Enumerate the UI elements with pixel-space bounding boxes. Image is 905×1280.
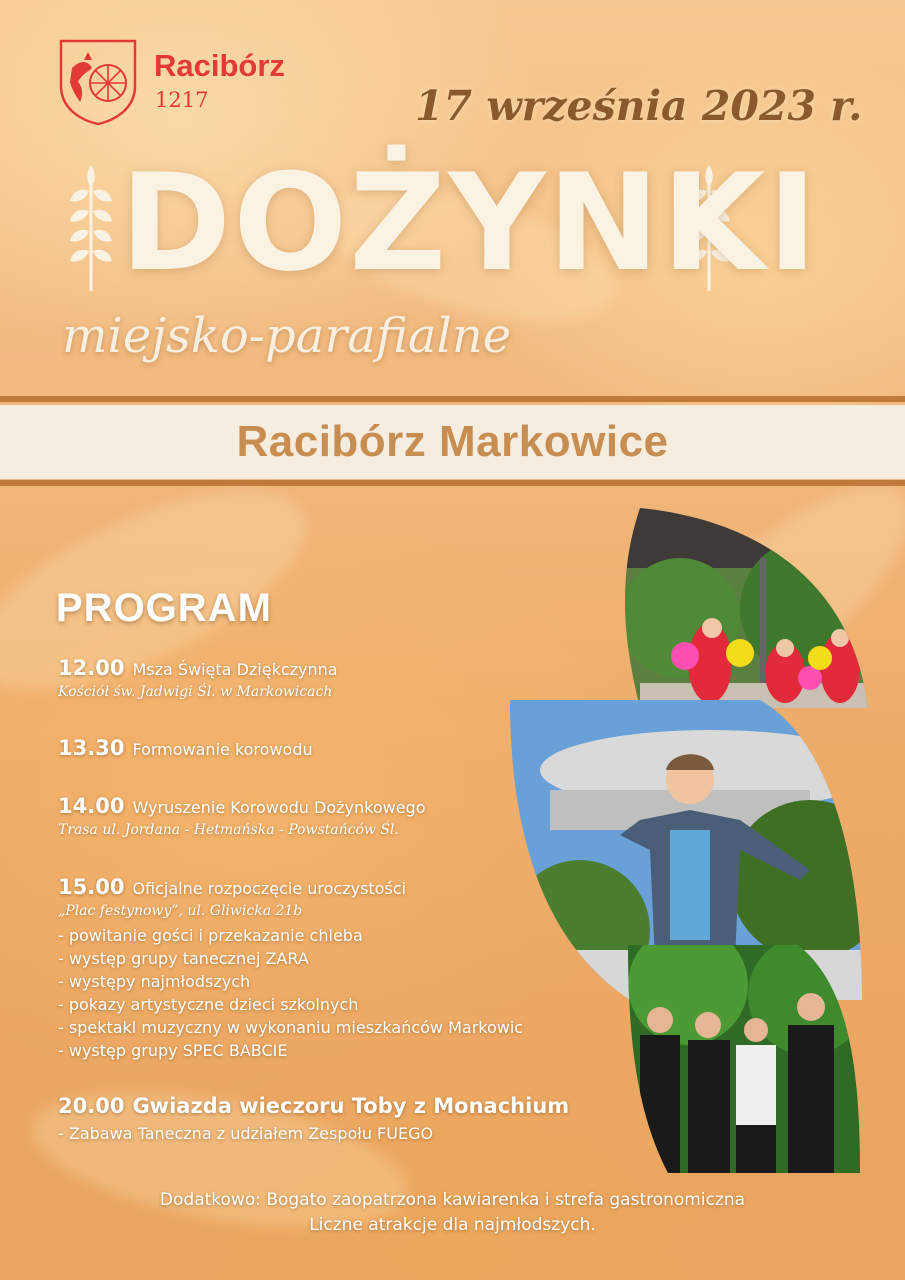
program-event bbox=[58, 736, 313, 760]
program-event bbox=[58, 1094, 569, 1118]
city-coat-of-arms-icon bbox=[58, 38, 138, 126]
event-time: 15.00 bbox=[58, 875, 125, 899]
event-title: Msza Święta Dziękczynna bbox=[132, 660, 338, 679]
poster-title: DOŻYNKI bbox=[120, 145, 820, 301]
event-title: Wyruszenie Korowodu Dożynkowego bbox=[132, 798, 426, 817]
additional-info-line: Liczne atrakcje dla najmłodszych. bbox=[309, 1215, 596, 1235]
event-time: 13.30 bbox=[58, 736, 125, 760]
program-item: - powitanie gości i przekazanie chleba bbox=[58, 926, 363, 945]
band-bottom-line bbox=[0, 480, 905, 486]
event-venue: Kościół św. Jadwigi Śl. w Markowicach bbox=[58, 684, 333, 700]
photo-dancers bbox=[620, 508, 868, 708]
event-date: 17 września 2023 r. bbox=[415, 82, 863, 130]
city-logo-name: Racibórz bbox=[154, 48, 285, 83]
program-item: - pokazy artystyczne dzieci szkolnych bbox=[58, 995, 359, 1014]
event-venue: „Plac festynowy”, ul. Gliwicka 21b bbox=[58, 903, 303, 919]
event-time: 20.00 bbox=[58, 1094, 125, 1118]
additional-info-line: Dodatkowo: Bogato zaopatrzona kawiarenka i strefa gastronomiczna bbox=[159, 1190, 746, 1210]
program-item: - spektakl muzyczny w wykonaniu mieszkańców Markowic bbox=[58, 1018, 524, 1037]
city-logo-year: 1217 bbox=[155, 88, 209, 112]
program-event bbox=[58, 875, 406, 899]
program-item: - występy najmłodszych bbox=[58, 972, 251, 991]
program-item: - występ grupy tanecznej ZARA bbox=[58, 949, 309, 968]
event-location: Racibórz Markowice bbox=[236, 417, 669, 466]
event-title: Gwiazda wieczoru Toby z Monachium bbox=[132, 1094, 570, 1118]
program-item: - Zabawa Taneczna z udziałem Zespołu FUEGO bbox=[58, 1124, 434, 1143]
band-top-line bbox=[0, 396, 905, 402]
event-title: Oficjalne rozpoczęcie uroczystości bbox=[132, 879, 407, 898]
wheat-ear-icon bbox=[62, 165, 120, 293]
event-venue: Trasa ul. Jordana - Hetmańska - Powstańców Śl. bbox=[58, 822, 399, 838]
event-title: Formowanie korowodu bbox=[132, 740, 313, 759]
poster-subtitle: miejsko-parafialne bbox=[62, 308, 512, 364]
event-time: 12.00 bbox=[58, 656, 125, 680]
program-heading: PROGRAM bbox=[56, 586, 272, 630]
event-time: 14.00 bbox=[58, 794, 125, 818]
program-event bbox=[58, 656, 338, 680]
program-item: - występ grupy SPEC BABCIE bbox=[58, 1041, 288, 1060]
photo-band bbox=[628, 945, 860, 1173]
program-event bbox=[58, 794, 426, 818]
